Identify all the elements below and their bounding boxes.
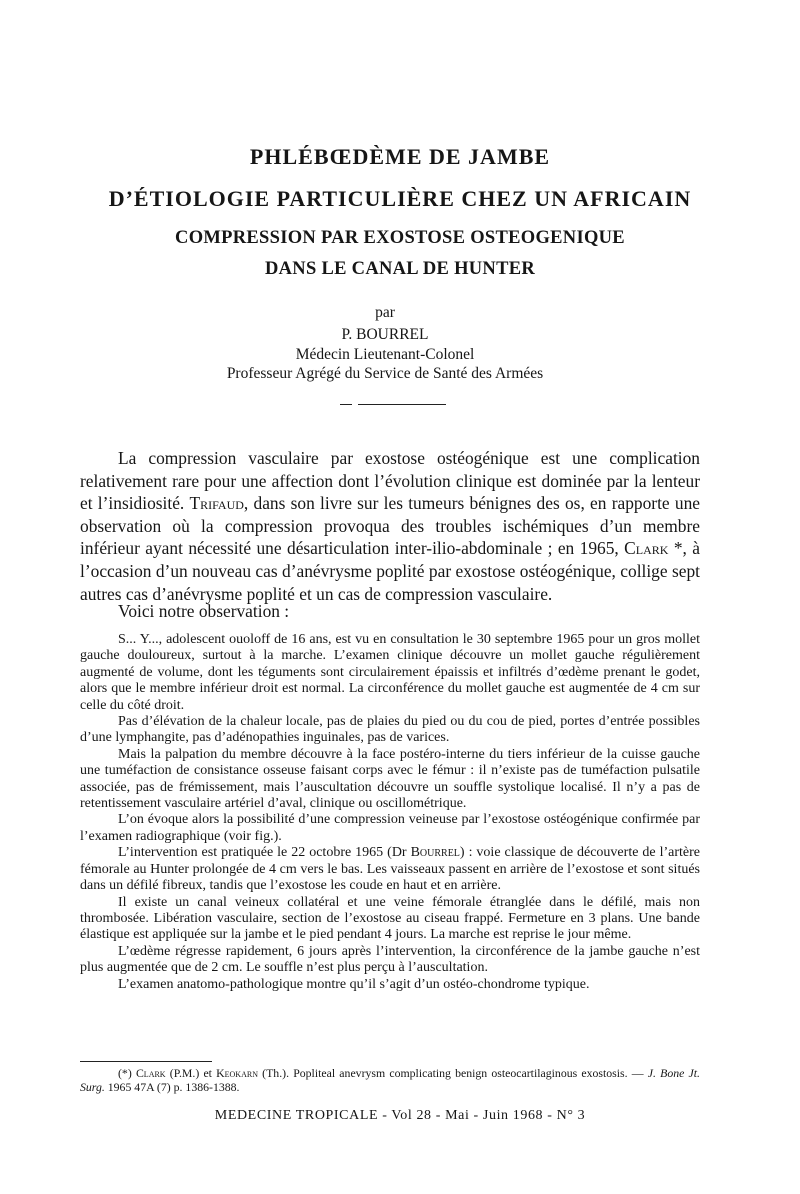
author-ref-trifaud: Trifaud xyxy=(189,493,244,514)
author-role-2: Professeur Agrégé du Service de Santé des Armées xyxy=(226,365,544,382)
journal-footer: MEDECINE TROPICALE - Vol 28 - Mai - Juin 1968 - N° 3 xyxy=(214,1108,586,1123)
observation-heading: Voici notre observation : xyxy=(118,601,290,621)
article-subtitle-line-1: COMPRESSION PAR EXOSTOSE OSTEOGENIQUE xyxy=(175,228,625,248)
observation-paragraph: L’œdème régresse rapidement, 6 jours après l’intervention, la circonférence de la jambe gauche n’est plus augmentée que de 2 cm. Le souffle n’est plus perçu à l’auscultation. xyxy=(80,943,700,976)
author-ref-clark: Clark xyxy=(624,538,669,559)
article-title-line-1: PHLÉBŒDÈME DE JAMBE xyxy=(249,144,551,169)
observation-paragraph: S... Y..., adolescent ouoloff de 16 ans, est vu en consultation le 30 septembre 1965 pour un gros mollet gauche douloureux, surtout à la marche. L’examen clinique découvre un mollet gauche régulièrement augmenté de volume, dont les téguments sont circulairement épaissis et infiltrés d’œdème prenant le godet, alors que le membre inférieur droit est normal. La circonférence du mollet gauche est augmentée de 4 cm sur celle du côté droit. xyxy=(80,632,700,713)
article-subtitle-line-2: DANS LE CANAL DE HUNTER xyxy=(264,259,536,279)
observation-paragraph: Il existe un canal veineux collatéral et une veine fémorale étranglée dans le défilé, mais non thrombosée. Libération vasculaire, section de l’exostose au ciseau frappé. Fermeture en 3 plans. Une bande élastique est appliquée sur la jambe et le pied pendant 4 jours. La marche est reprise le jour même. xyxy=(80,894,700,943)
observation-paragraph: Mais la palpation du membre découvre à la face postéro-interne du tiers inférieur de la cuisse gauche une tuméfaction de consistance osseuse faisant corps avec le fémur : il n’existe pas de tuméfaction pulsatile associée, pas de frémissement, mais l’auscultation découvre un souffle systolique localisé. Il n’y a pas de retentissement vasculaire artériel d’aval, clinique ou oscillométrique. xyxy=(80,746,700,812)
observation-paragraph: L’on évoque alors la possibilité d’une compression veineuse par l’exostose ostéogénique confirmée par l’examen radiographique (voir fig.). xyxy=(80,812,700,844)
intro-paragraph: La compression vasculaire par exostose ostéogénique est une complication relativement rare pour une affection dont l’évolution clinique est dominée par la lenteur et l’insidiosité. Trifaud, dans son livre sur les tumeurs bénignes des os, en rapporte une observation où la compression provoqua des troubles ischémiques d’un membre inférieur ayant nécessité une désarticulation inter-ilio-abdominale ; en 1965, Clark *, à l’occasion d’un nouveau cas d’anévrysme poplité par exostose ostéogénique, collige sept autres cas d’anévrysme poplité et un cas de compression vasculaire. xyxy=(80,448,700,604)
observation-paragraph: L’examen anatomo-pathologique montre qu’il s’agit d’un ostéo-chondrome typique. xyxy=(118,976,590,992)
author-role-1: Médecin Lieutenant-Colonel xyxy=(295,346,475,363)
footnote: (*) Clark (P.M.) et Keokarn (Th.). Popliteal anevrysm complicating benign osteocartilaginous exostosis. — J. Bone Jt. Surg. 1965 47A (7) p. 1386-1388. xyxy=(80,1066,700,1094)
article-title-line-2: D’ÉTIOLOGIE PARTICULIÈRE CHEZ UN AFRICAIN xyxy=(108,186,692,211)
byline-par: par xyxy=(375,304,395,321)
author-ref-bourrel: Bourrel xyxy=(410,845,460,861)
observation-body xyxy=(80,632,700,993)
observation-paragraph: L’intervention est pratiquée le 22 octobre 1965 (Dr Bourrel) : voie classique de découverte de l’artère fémorale au Hunter prolongée de 4 cm vers le bas. Les vaisseaux passent en arrière de l’exostose et sont situés dans un défilé fibreux, tandis que l’exostose les coude en haut et en arrière. xyxy=(80,845,700,894)
author-name: P. BOURREL xyxy=(341,326,429,343)
observation-paragraph: Pas d’élévation de la chaleur locale, pas de plaies du pied ou du cou de pied, portes d’entrée possibles d’une lymphangite, pas d’adénopathies inguinales, pas de varices. xyxy=(80,714,700,746)
footnote-rule xyxy=(80,1061,212,1062)
